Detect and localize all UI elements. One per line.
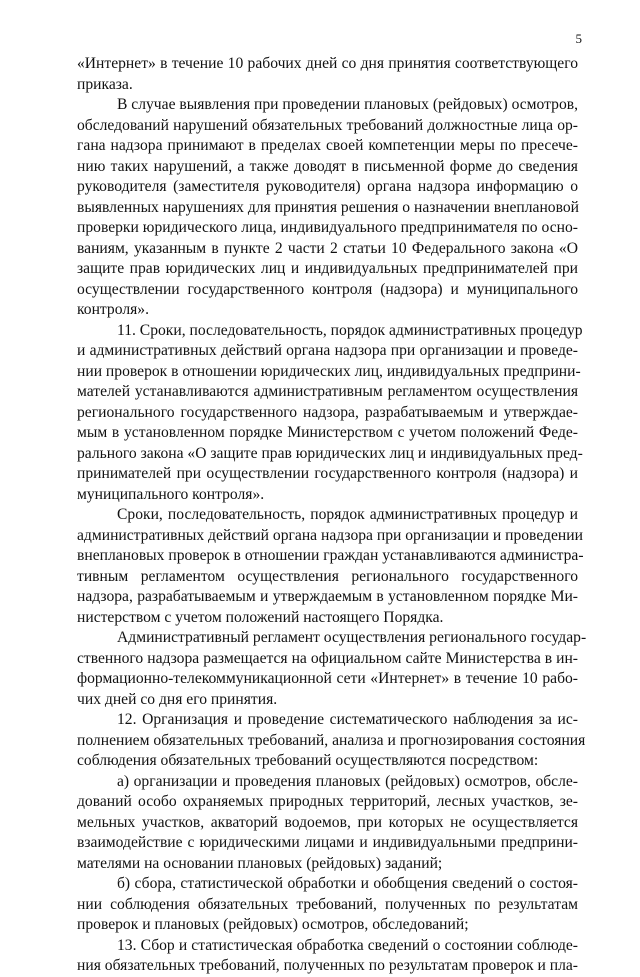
text-line: взаимодействие с юридическими лицами и индивидуальными предприни- — [77, 834, 578, 851]
text-line: Сроки, последовательность, порядок административных процедур и — [117, 506, 578, 523]
text-line: тивным регламентом осуществления регионального государственного — [77, 567, 578, 585]
paragraph — [77, 505, 584, 628]
paragraph — [77, 628, 587, 710]
text-line: 11. Сроки, последовательность, порядок административных процедур — [117, 321, 583, 339]
text-line: нистерством с учетом положений настоящего Порядка. — [77, 608, 444, 626]
text-line: ния обязательных требований, полученных по результатам проверок и пла- — [77, 957, 578, 974]
text-line: мельных участков, акваторий водоемов, при которых не осуществляется — [77, 813, 578, 831]
paragraph — [77, 54, 578, 95]
text-line: полнением обязательных требований, анализа и прогнозирования состояния — [77, 731, 586, 749]
text-line: формационно-телекоммуникационной сети «Интернет» в течение 10 рабо- — [77, 670, 578, 687]
text-line: нии проверок в отношении юридических лиц, индивидуальных предприни- — [77, 362, 581, 380]
text-line: гана надзора принимают в пределах своей компетенции меры по пресече- — [77, 137, 578, 154]
text-line: 12. Организация и проведение систематического наблюдения за ис- — [117, 711, 578, 728]
text-line: приказа. — [77, 75, 133, 93]
text-line: нию таких нарушений, а также доводят в письменной форме до сведения — [77, 157, 578, 175]
paragraph — [77, 710, 586, 772]
text-line: регионального государственного надзора, разрабатываемым и утверждае- — [77, 403, 578, 421]
text-line: надзора, разрабатываемым и утверждаемым в установленном порядке Ми- — [77, 588, 578, 605]
paragraph — [77, 772, 578, 875]
text-line: ственного надзора размещается на официальном сайте Министерства в ин- — [77, 649, 578, 667]
text-line: руководителя (заместителя руководителя) органа надзора информацию о — [77, 178, 578, 195]
text-line: контроля». — [77, 301, 149, 318]
text-line: а) организации и проведения плановых (рейдовых) осмотров, обсле- — [117, 772, 578, 790]
text-line: «Интернет» в течение 10 рабочих дней со дня принятия соответствующего — [77, 55, 578, 72]
text-line: выявленных нарушениях для принятия решения о назначении внеплановой — [77, 198, 579, 216]
text-line: защите прав юридических лиц и индивидуальных предпринимателей при — [77, 260, 578, 277]
text-line: соблюдения обязательных требований осуществляются посредством: — [77, 752, 539, 769]
text-line: б) сбора, статистической обработки и обобщения сведений о состоя- — [117, 875, 578, 892]
text-line: нии соблюдения обязательных требований, полученных по результатам — [77, 895, 578, 913]
text-line: административных действий органа надзора при организации и проведении — [77, 526, 583, 544]
text-line: мателей устанавливаются административным регламентом осуществления — [77, 383, 578, 400]
paragraph — [77, 936, 578, 977]
text-line: Административный регламент осуществления регионального государ- — [117, 629, 587, 646]
text-line: принимателей при осуществлении государственного контроля (надзора) и — [77, 465, 578, 482]
text-line: внеплановых проверок в отношении граждан устанавливаются администра- — [77, 547, 584, 564]
paragraph — [77, 95, 578, 321]
page-number: 5 — [575, 31, 582, 46]
paragraph — [77, 321, 583, 506]
body-text — [77, 54, 587, 977]
text-line: 13. Сбор и статистическая обработка сведений о состоянии соблюде- — [117, 936, 578, 954]
text-line: проверки юридического лица, индивидуального предпринимателя по осно- — [77, 219, 578, 236]
text-line: дований особо охраняемых природных территорий, лесных участков, зе- — [77, 793, 578, 810]
text-line: проверок и плановых (рейдовых) осмотров, обследований; — [77, 916, 469, 933]
text-line: рального закона «О защите прав юридических лиц и индивидуальных пред- — [77, 444, 583, 462]
text-line: ваниям, указанным в пункте 2 части 2 статьи 10 Федерального закона «О — [77, 239, 578, 257]
text-line: осуществлении государственного контроля (надзора) и муниципального — [77, 280, 578, 298]
text-line: муниципального контроля». — [77, 485, 265, 503]
text-line: мым в установленном порядке Министерством с учетом положений Феде- — [77, 424, 578, 441]
text-line: мателями на основании плановых (рейдовых) заданий; — [77, 854, 443, 872]
text-line: чих дней со дня его принятия. — [77, 690, 278, 708]
text-line: обследований нарушений обязательных требований должностные лица ор- — [77, 116, 578, 134]
text-line: В случае выявления при проведении плановых (рейдовых) осмотров, — [117, 96, 578, 113]
text-line: и административных действий органа надзора при организации и проведе- — [77, 342, 578, 359]
